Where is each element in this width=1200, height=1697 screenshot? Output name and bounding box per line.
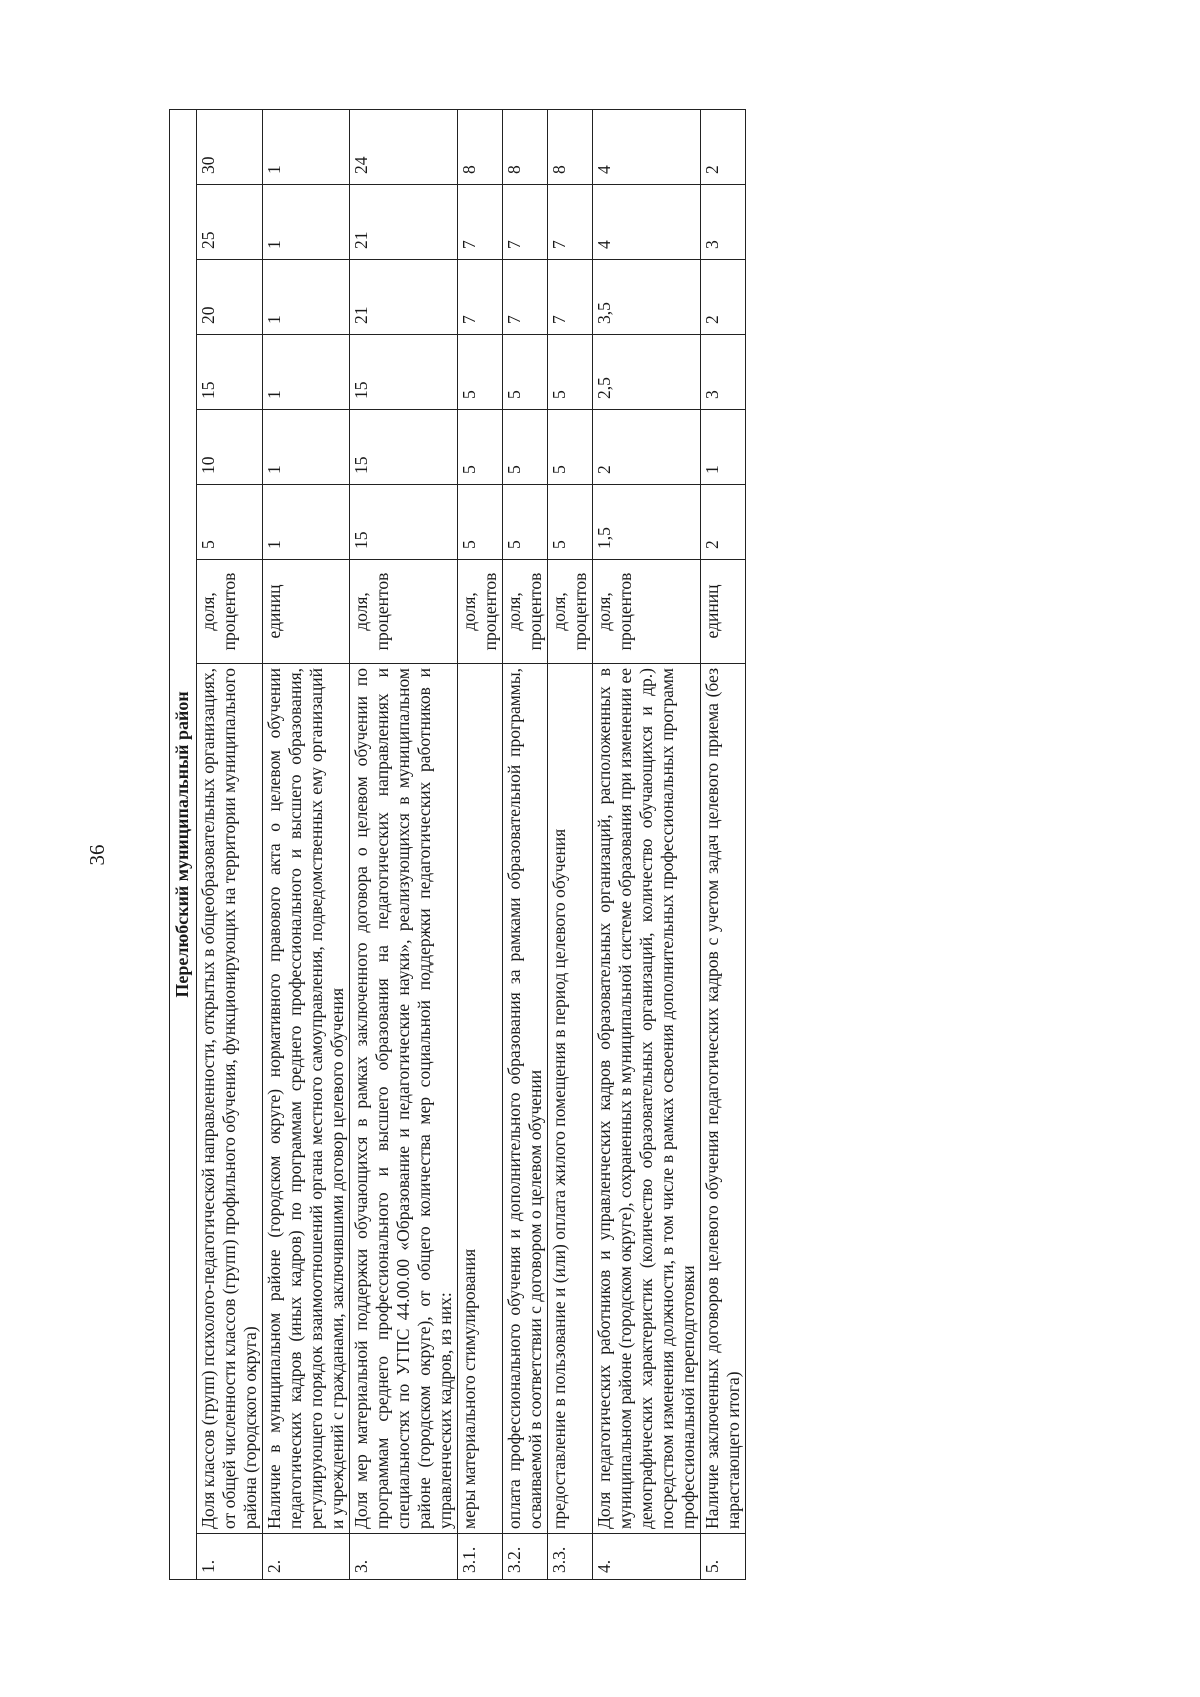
year-header-cell: 15 (196, 335, 262, 410)
value-cell: 24 (349, 109, 457, 184)
table-row (349, 109, 457, 1579)
value-cell: 1 (262, 260, 349, 335)
row-number: 4. (592, 1534, 700, 1580)
year-header-cell: 10 (196, 410, 262, 485)
year-header-cell: 30 (196, 109, 262, 184)
value-cell: 1 (262, 335, 349, 410)
value-cell: 15 (349, 410, 457, 485)
value-cell: 7 (547, 260, 592, 335)
row-description: Наличие заключенных договоров целевого обучения педагогических кадров с учетом задач целевого приема (без нарастающего итога) (700, 664, 745, 1534)
value-cell: 1,5 (592, 485, 700, 560)
row-number: 2. (262, 1534, 349, 1580)
value-cell: 5 (547, 485, 592, 560)
value-cell: 5 (457, 410, 502, 485)
table-row (700, 109, 745, 1579)
table-row (457, 109, 502, 1579)
value-cell: 21 (349, 185, 457, 260)
value-cell: 8 (502, 109, 547, 184)
row-description: Доля педагогических работников и управленческих кадров образовательных организаций, расположенных в муниципальном районе (городском округе), сохраненных в муниципальной системе образования при изменении ее демографических характеристик (количество образовательных организаций, количество обучающихся и др.) посредством изменения должности, в том числе в рамках освоения дополнительных профессиональных программ профессиональной переподготовки (592, 664, 700, 1534)
value-cell: 15 (349, 485, 457, 560)
value-cell: 5 (547, 410, 592, 485)
row-unit: доля, процентов (592, 560, 700, 664)
value-cell: 5 (457, 335, 502, 410)
value-cell: 5 (502, 410, 547, 485)
table-row (592, 109, 700, 1579)
row-number: 3.1. (457, 1534, 502, 1580)
table-row (502, 109, 547, 1579)
value-cell: 7 (547, 185, 592, 260)
year-header-cell: 25 (196, 185, 262, 260)
row-unit: доля, процентов (196, 560, 262, 664)
row-description: Доля классов (групп) психолого-педагогической направленности, открытых в общеобразовательных организациях, от общей численности классов (групп) профильного обучения, функционирующих на территории муниципального района (городского округа) (196, 664, 262, 1534)
value-cell: 3 (700, 185, 745, 260)
region-header-row (170, 109, 197, 1579)
row-unit: доля, процентов (349, 560, 457, 664)
row-number: 3.2. (502, 1534, 547, 1580)
value-cell: 2,5 (592, 335, 700, 410)
value-cell: 7 (457, 260, 502, 335)
value-cell: 8 (547, 109, 592, 184)
value-cell: 1 (262, 185, 349, 260)
table-row (262, 109, 349, 1579)
value-cell: 5 (547, 335, 592, 410)
value-cell: 3 (700, 335, 745, 410)
value-cell: 2 (700, 485, 745, 560)
row-description: Доля мер материальной поддержки обучающихся в рамках заключенного договора о целевом обучении по программам среднего профессионального и высшего образования на педагогических направлениях и специальностях по УГПС 44.00.00 «Образование и педагогические науки», реализующихся в муниципальном районе (городском округе), от общего количества мер социальной поддержки педагогических работников и управленческих кадров, из них: (349, 664, 457, 1534)
region-title: Перелюбский муниципальный район (170, 109, 197, 1579)
value-cell: 15 (349, 335, 457, 410)
value-cell: 4 (592, 185, 700, 260)
value-cell: 7 (502, 260, 547, 335)
row-description: Наличие в муниципальном районе (городском округе) нормативного правового акта о целевом обучении педагогических кадров (иных кадров) по программам среднего профессионального и высшего образования, регулирующего порядок взаимоотношений органа местного самоуправления, подведомственных ему организаций и учреждений с гражданами, заключившими договор целевого обучения (262, 664, 349, 1534)
value-cell: 8 (457, 109, 502, 184)
value-cell: 3,5 (592, 260, 700, 335)
value-cell: 1 (700, 410, 745, 485)
value-cell: 5 (502, 485, 547, 560)
row-unit: единиц (262, 560, 349, 664)
row-description: предоставление в пользование и (или) оплата жилого помещения в период целевого обучения (547, 664, 592, 1534)
year-header-cell: 20 (196, 260, 262, 335)
indicators-table-rotated (169, 110, 1049, 1580)
table-row (196, 109, 262, 1579)
row-description: меры материального стимулирования (457, 664, 502, 1534)
value-cell: 7 (502, 185, 547, 260)
page-number: 36 (85, 844, 109, 866)
row-unit: доля, процентов (457, 560, 502, 664)
row-description: оплата профессионального обучения и дополнительного образования за рамками образовательной программы, осваиваемой в соответствии с договором о целевом обучении (502, 664, 547, 1534)
year-header-cell: 5 (196, 485, 262, 560)
row-number: 5. (700, 1534, 745, 1580)
value-cell: 1 (262, 410, 349, 485)
indicators-table (169, 109, 746, 1580)
table-row (547, 109, 592, 1579)
value-cell: 2 (700, 109, 745, 184)
row-unit: доля, процентов (547, 560, 592, 664)
value-cell: 1 (262, 485, 349, 560)
row-number: 3. (349, 1534, 457, 1580)
row-unit: доля, процентов (502, 560, 547, 664)
value-cell: 4 (592, 109, 700, 184)
row-number: 3.3. (547, 1534, 592, 1580)
row-number: 1. (196, 1534, 262, 1580)
value-cell: 2 (592, 410, 700, 485)
value-cell: 1 (262, 109, 349, 184)
value-cell: 7 (457, 185, 502, 260)
value-cell: 2 (700, 260, 745, 335)
value-cell: 21 (349, 260, 457, 335)
value-cell: 5 (457, 485, 502, 560)
value-cell: 5 (502, 335, 547, 410)
row-unit: единиц (700, 560, 745, 664)
